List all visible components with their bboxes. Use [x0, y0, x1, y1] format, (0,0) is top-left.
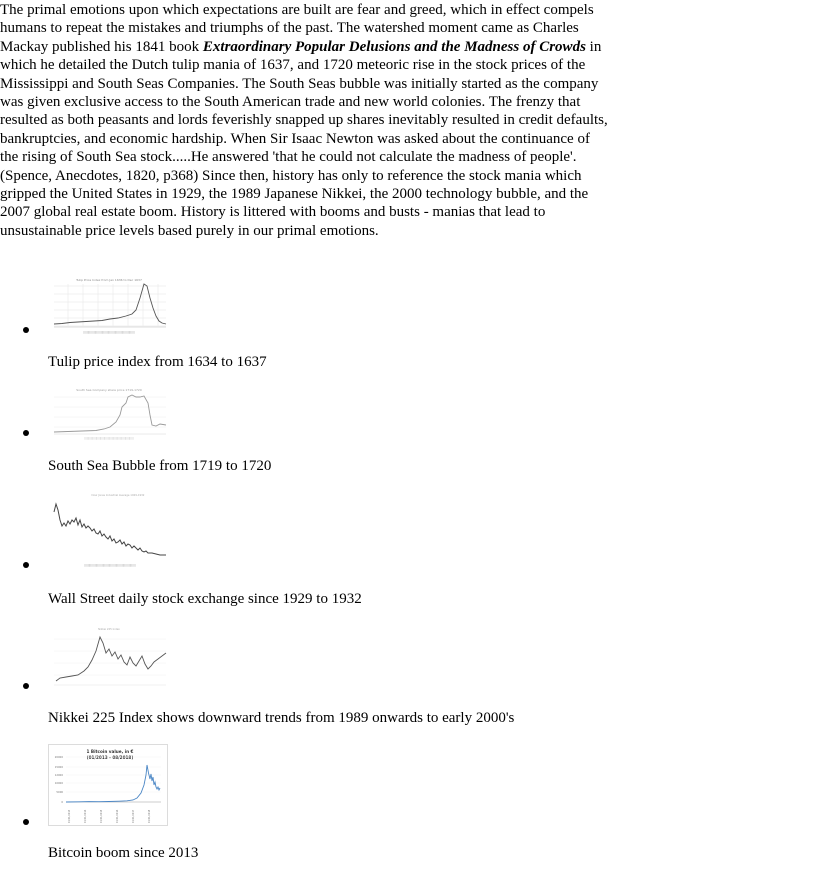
figure-caption-nikkei: Nikkei 225 Index shows downward trends from 1989 onwards to early 2000's: [48, 710, 515, 726]
bitcoin-y-tick: 0: [61, 801, 63, 804]
bitcoin-y-tick: 20000: [54, 756, 63, 759]
figure-caption-south-sea: South Sea Bubble from 1719 to 1720: [48, 458, 272, 474]
intro-paragraph: [0, 1, 612, 240]
book-title: Extraordinary Popular Delusions and the Madness of Crowds: [202, 38, 586, 55]
svg-text:||||||||||||||||||||||||||||||: |||||||||||||||||||||||||||||||||||||||||||||||||||||||||||: [83, 331, 135, 334]
tulip-chart-svg: [48, 274, 170, 334]
bitcoin-x-tick: 01/01/2013: [68, 809, 71, 823]
bitcoin-chart-thumbnail: [48, 744, 168, 826]
nikkei-chart-thumbnail: [48, 625, 170, 691]
wall-street-chart-svg: [48, 490, 170, 570]
list-item-bitcoin: [0, 744, 760, 869]
nikkei-thumb-title: Nikkei 225 Index: [98, 628, 120, 631]
svg-text:||||||||||||||||||||||||||||||: |||||||||||||||||||||||||||||||||||||||||||||||||||||||||||: [84, 564, 136, 567]
bitcoin-chart-svg: [49, 745, 167, 825]
wall-street-chart-thumbnail: [48, 490, 170, 570]
tulip-thumb-title: Tulip Price Index from Jan 1636 to Dec 1637: [76, 278, 142, 282]
intro-text-part1: The primal emotions upon which expectations are built are fear and greed, which in effect compels humans to repeat the mistakes and triumphs of the past. The watershed moment came as Charles Mackay published his 1841 book: [0, 2, 594, 55]
south-sea-chart-svg: [48, 385, 170, 441]
bitcoin-thumb-title-2: (01/2013 - 08/2018): [86, 755, 134, 760]
figure-caption-tulip: Tulip price index from 1634 to 1637: [48, 354, 267, 370]
list-item-nikkei: [0, 625, 760, 735]
bitcoin-x-tick: 01/01/2014: [84, 809, 87, 823]
tulip-chart-thumbnail: [48, 274, 170, 334]
intro-text-part2: in which he detailed the Dutch tulip mania of 1637, and 1720 meteoric rise in the stock prices of the Mississippi and South Seas Companies. The South Seas bubble was initially started as the company was given exclusive access to the South American trade and new world colonies. The frenzy that resulted as both peasants and lords feverishly snapped up shares inevitably resulted in credit defaults, bankruptcies, and economic hardship. When Sir Isaac Newton was asked about the continuance of the rising of South Sea stock.....He answered 'that he could not calculate the madness of people'. (Spence, Anecdotes, 1820, p368) Since then, history has only to reference the stock mania which gripped the United States in 1929, the 1989 Japanese Nikkei, the 2000 technology bubble, and the 2007 global real estate boom. History is littered with booms and busts - manias that lead to unsustainable price levels based purely in our primal emotions.: [0, 38, 608, 239]
bitcoin-y-tick: 12000: [54, 774, 63, 777]
figure-caption-wall-street: Wall Street daily stock exchange since 1929 to 1932: [48, 591, 362, 607]
list-bullet: [23, 819, 29, 825]
nikkei-chart-svg: [48, 625, 170, 691]
bitcoin-thumb-title-1: 1 Bitcoin value, in €: [86, 749, 134, 754]
bitcoin-y-tick: 15000: [54, 766, 63, 769]
bitcoin-y-tick: 10000: [54, 782, 63, 785]
bitcoin-y-tick: 5000: [56, 791, 63, 794]
bitcoin-x-tick: 01/01/2018: [148, 809, 151, 823]
list-bullet: [23, 683, 29, 689]
south-sea-chart-thumbnail: [48, 385, 170, 441]
list-bullet: [23, 562, 29, 568]
list-item-south-sea: [0, 385, 760, 485]
list-item-wall-street: [0, 490, 760, 615]
list-bullet: [23, 327, 29, 333]
bitcoin-x-tick: 01/01/2016: [116, 809, 119, 823]
svg-text:||||||||||||||||||||||||||||||: |||||||||||||||||||||||||||||||||||||||||||||||||||||||||||||: [84, 437, 134, 440]
bitcoin-x-tick: 01/01/2015: [100, 809, 103, 823]
south-sea-thumb-title: South Sea Company share price 1719-1720: [76, 388, 142, 392]
bitcoin-x-tick: 01/01/2017: [132, 809, 135, 823]
wall-street-thumb-title: Dow Jones Industrial Average 1929-1932: [91, 494, 145, 497]
list-bullet: [23, 430, 29, 436]
list-item-tulip: [0, 274, 760, 374]
figure-caption-bitcoin: Bitcoin boom since 2013: [48, 845, 199, 861]
